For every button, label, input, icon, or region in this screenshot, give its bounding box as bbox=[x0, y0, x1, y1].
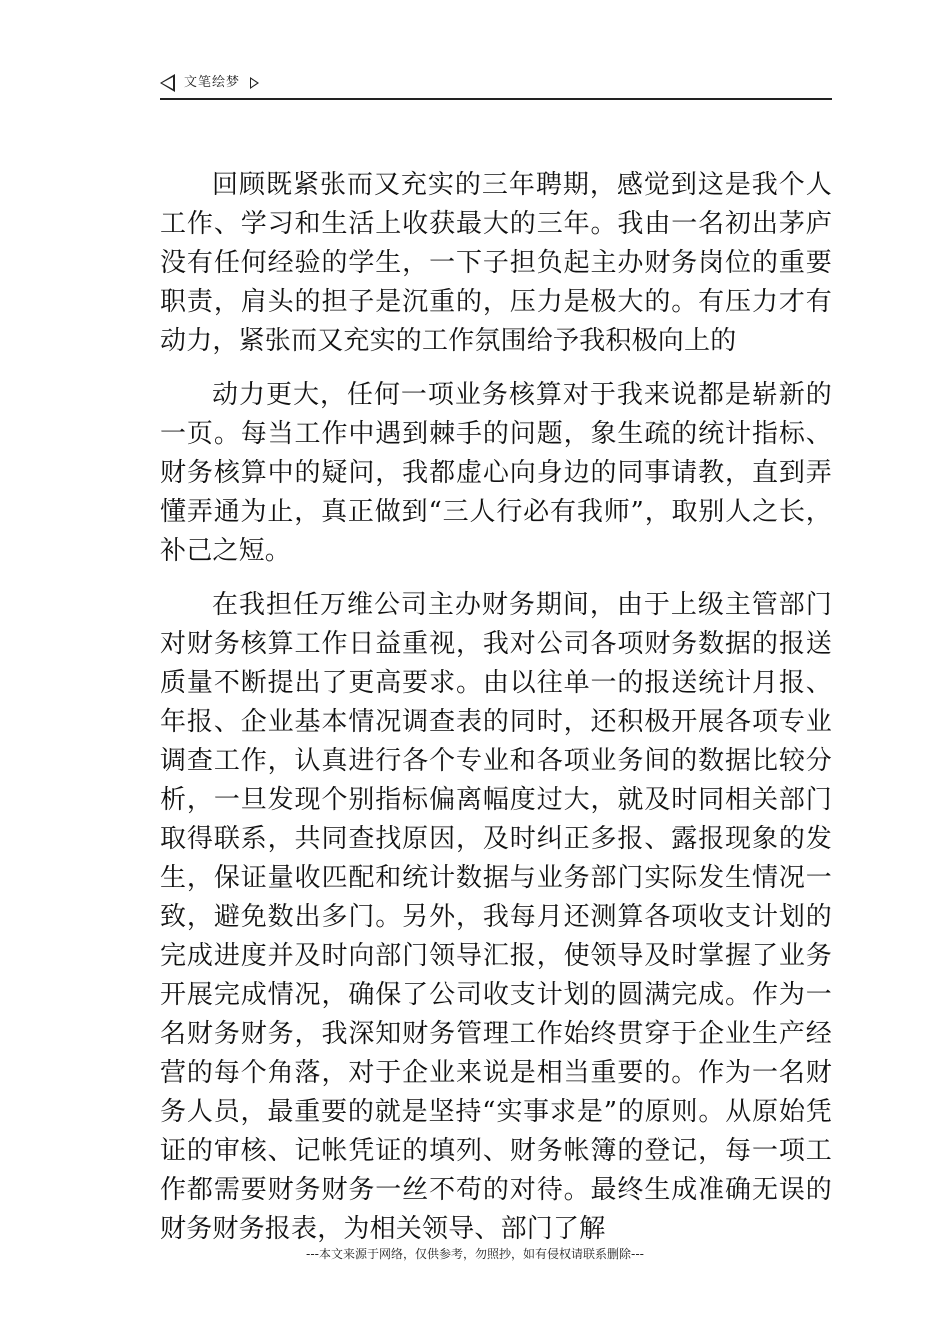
triangle-left-icon bbox=[160, 74, 175, 92]
document-body bbox=[160, 166, 832, 1249]
paragraph-1: 回顾既紧张而又充实的三年聘期，感觉到这是我个人工作、学习和生活上收获最大的三年。我由一名初出茅庐没有任何经验的学生，一下子担负起主办财务岗位的重要职责，肩头的担子是沉重的，压力是极大的。有压力才有动力，紧张而又充实的工作氛围给予我积极向上的 bbox=[160, 170, 832, 356]
paragraph-2: 动力更大，任何一项业务核算对于我来说都是崭新的一页。每当工作中遇到棘手的问题，象生疏的统计指标、财务核算中的疑问，我都虚心向身边的同事请教，直到弄懂弄通为止，真正做到“三人行必有我师”，取别人之长，补己之短。 bbox=[160, 380, 832, 566]
page-header bbox=[160, 72, 832, 100]
triangle-right-icon bbox=[250, 77, 259, 89]
page-footer: ---本文来源于网络，仅供参考，勿照抄，如有侵权请联系删除--- bbox=[306, 1247, 644, 1261]
paragraph-3: 在我担任万维公司主办财务期间，由于上级主管部门对财务核算工作日益重视，我对公司各项财务数据的报送质量不断提出了更高要求。由以往单一的报送统计月报、年报、企业基本情况调查表的同时，还积极开展各项专业调查工作，认真进行各个专业和各项业务间的数据比较分析，一旦发现个别指标偏离幅度过大，就及时同相关部门取得联系，共同查找原因，及时纠正多报、露报现象的发生，保证量收匹配和统计数据与业务部门实际发生情况一致，避免数出多门。另外，我每月还测算各项收支计划的完成进度并及时向部门领导汇报，使领导及时掌握了业务开展完成情况，确保了公司收支计划的圆满完成。作为一名财务财务，我深知财务管理工作始终贯穿于企业生产经营的每个角落，对于企业来说是相当重要的。作为一名财务人员，最重要的就是坚持“实事求是”的原则。从原始凭证的审核、记帐凭证的填列、财务帐簿的登记，每一项工作都需要财务财务一丝不苟的对待。最终生成准确无误的财务财务报表，为相关领导、部门了解 bbox=[160, 590, 832, 1244]
header-brand: 文笔绘梦 bbox=[184, 75, 241, 90]
